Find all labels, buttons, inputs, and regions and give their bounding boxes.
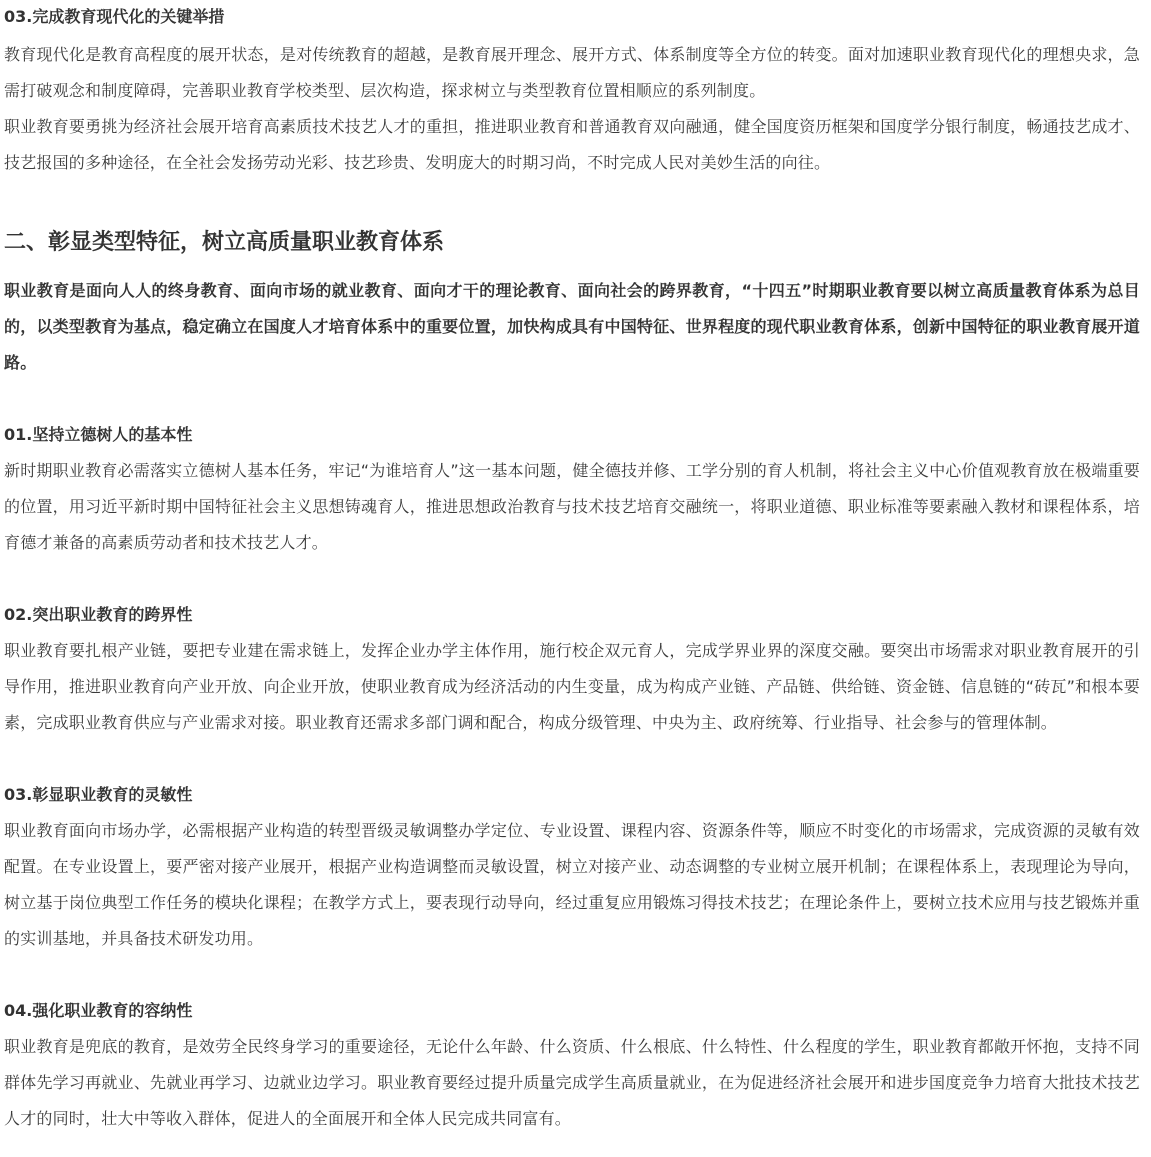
section-04 [4, 999, 1140, 1137]
section-heading: 03.完成教育现代化的关键举措 [4, 7, 225, 26]
section-heading: 03.彰显职业教育的灵敏性 [4, 785, 193, 804]
section-03b [4, 783, 1140, 957]
section-heading: 04.强化职业教育的容纳性 [4, 1001, 193, 1020]
section-heading: 02.突出职业教育的跨界性 [4, 605, 193, 624]
paragraph: 职业教育面向市场办学，必需根据产业构造的转型晋级灵敏调整办学定位、专业设置、课程内容、资源条件等，顺应不时变化的市场需求，完成资源的灵敏有效配置。在专业设置上，要严密对接产业展开，根据产业构造调整而灵敏设置，树立对接产业、动态调整的专业树立展开机制；在课程体系上，表现理论为导向，树立基于岗位典型工作任务的模块化课程；在教学方式上，要表现行动导向，经过重复应用锻炼习得技术技艺；在理论条件上，要树立技术应用与技艺锻炼并重的实训基地，并具备技术研发功用。 [4, 821, 1140, 948]
paragraph: 教育现代化是教育高程度的展开状态，是对传统教育的超越，是教育展开理念、展开方式、体系制度等全方位的转变。面对加速职业教育现代化的理想央求，急需打破观念和制度障碍，完善职业教育学校类型、层次构造，探求树立与类型教育位置相顺应的系列制度。 [4, 45, 1140, 100]
section-heading: 01.坚持立德树人的基本性 [4, 425, 193, 444]
part-heading: 二、彰显类型特征，树立高质量职业教育体系 [4, 230, 445, 255]
part-two [4, 227, 1140, 381]
section-02 [4, 603, 1140, 741]
paragraph: 职业教育是兜底的教育，是效劳全民终身学习的重要途径，无论什么年龄、什么资质、什么根底、什么特性、什么程度的学生，职业教育都敞开怀抱，支持不同群体先学习再就业、先就业再学习、边就业边学习。职业教育要经过提升质量完成学生高质量就业，在为促进经济社会展开和进步国度竞争力培育大批技术技艺人才的同时，壮大中等收入群体，促进人的全面展开和全体人民完成共同富有。 [4, 1037, 1140, 1128]
paragraph: 职业教育要勇挑为经济社会展开培育高素质技术技艺人才的重担，推进职业教育和普通教育双向融通，健全国度资历框架和国度学分银行制度，畅通技艺成才、技艺报国的多种途径，在全社会发扬劳动光彩、技艺珍贵、发明庞大的时期习尚，不时完成人民对美妙生活的向往。 [4, 117, 1140, 172]
paragraph: 职业教育要扎根产业链，要把专业建在需求链上，发挥企业办学主体作用，施行校企双元育人，完成学界业界的深度交融。要突出市场需求对职业教育展开的引导作用，推进职业教育向产业开放、向企业开放，使职业教育成为经济活动的内生变量，成为构成产业链、产品链、供给链、资金链、信息链的“砖瓦”和根本要素，完成职业教育供应与产业需求对接。职业教育还需求多部门调和配合，构成分级管理、中央为主、政府统筹、行业指导、社会参与的管理体制。 [4, 641, 1140, 732]
section-03a [4, 0, 1140, 181]
section-01 [4, 423, 1140, 561]
part-intro: 职业教育是面向人人的终身教育、面向市场的就业教育、面向才干的理论教育、面向社会的跨界教育，“十四五”时期职业教育要以树立高质量教育体系为总目的，以类型教育为基点，稳定确立在国度人才培育体系中的重要位置，加快构成具有中国特征、世界程度的现代职业教育体系，创新中国特征的职业教育展开道路。 [4, 281, 1140, 372]
paragraph: 新时期职业教育必需落实立德树人基本任务，牢记“为谁培育人”这一基本问题，健全德技并修、工学分别的育人机制，将社会主义中心价值观教育放在极端重要的位置，用习近平新时期中国特征社会主义思想铸魂育人，推进思想政治教育与技术技艺培育交融统一，将职业道德、职业标准等要素融入教材和课程体系，培育德才兼备的高素质劳动者和技术技艺人才。 [4, 461, 1140, 552]
